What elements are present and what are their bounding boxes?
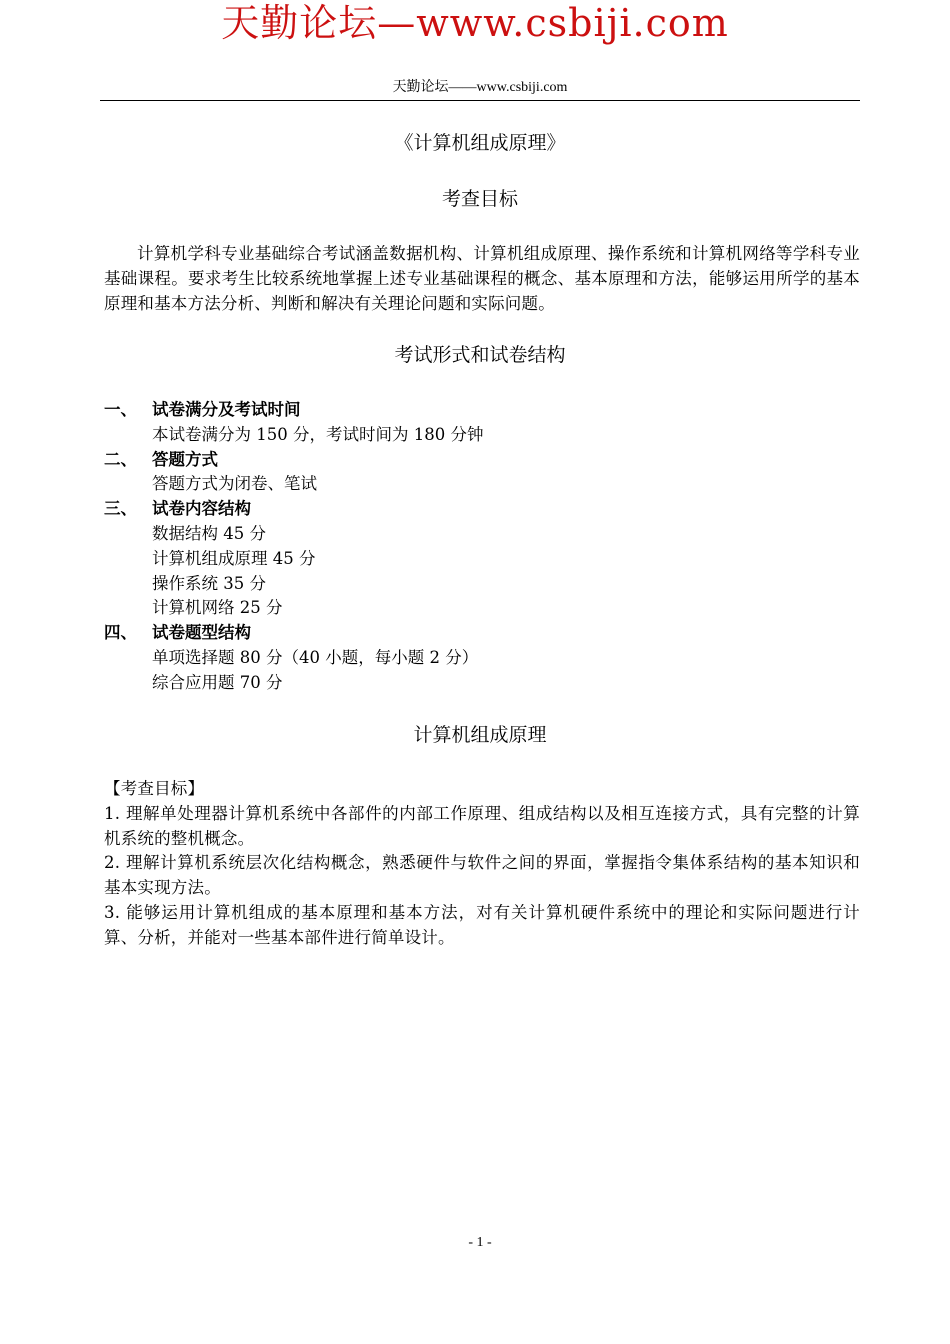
section-item: 计算机组成原理 45 分 <box>152 548 316 568</box>
site-banner: 天勤论坛—www.csbiji.com <box>221 1 729 45</box>
section-heading <box>104 621 860 646</box>
objective-item: 1. 理解单处理器计算机系统中各部件的内部工作原理、组成结构以及相互连接方式，具有完整的计算机系统的整机概念。 <box>104 803 860 848</box>
section-title: 试卷题型结构 <box>152 623 251 643</box>
section-heading <box>104 497 860 522</box>
course-heading: 计算机组成原理 <box>413 724 547 746</box>
running-header: 天勤论坛——www.csbiji.com <box>392 80 568 95</box>
section-number: 二、 <box>104 449 137 469</box>
section-title: 试卷满分及考试时间 <box>152 400 301 419</box>
objective-item: 3. 能够运用计算机组成的基本原理和基本方法，对有关计算机硬件系统中的理论和实际问题进行计算、分析，并能对一些基本部件进行简单设计。 <box>104 902 860 947</box>
objectives-label: 【考查目标】 <box>104 779 205 798</box>
section-item: 操作系统 35 分 <box>152 573 266 593</box>
objective-item: 2. 理解计算机系统层次化结构概念，熟悉硬件与软件之间的界面，掌握指令集体系结构的基本知识和基本实现方法。 <box>104 853 860 898</box>
goal-heading: 考查目标 <box>441 188 518 210</box>
section-title: 答题方式 <box>152 449 218 469</box>
book-title: 《计算机组成原理》 <box>394 132 566 154</box>
section-item: 单项选择题 80 分（40 小题，每小题 2 分） <box>152 647 479 667</box>
section-item: 本试卷满分为 150 分，考试时间为 180 分钟 <box>152 424 484 444</box>
exam-structure-outline <box>104 398 860 696</box>
section-heading <box>104 448 860 473</box>
section-heading <box>104 398 860 423</box>
page-number: - 1 - <box>468 1235 492 1250</box>
section-item: 计算机网络 25 分 <box>152 598 283 618</box>
objectives-block <box>104 777 860 951</box>
section-item: 综合应用题 70 分 <box>152 672 283 692</box>
section-number: 一、 <box>104 400 137 419</box>
section-item: 数据结构 45 分 <box>152 523 266 543</box>
intro-paragraph: 计算机学科专业基础综合考试涵盖数据机构、计算机组成原理、操作系统和计算机网络等学科专业基础课程。要求考生比较系统地掌握上述专业基础课程的概念、基本原理和方法，能够运用所学的基本原理和基本方法分析、判断和解决有关理论问题和实际问题。 <box>104 244 860 313</box>
exam-form-heading: 考试形式和试卷结构 <box>394 344 566 366</box>
header-rule <box>100 100 860 101</box>
section-number: 四、 <box>104 623 137 643</box>
section-title: 试卷内容结构 <box>152 499 251 519</box>
section-item: 答题方式为闭卷、笔试 <box>152 474 317 494</box>
section-number: 三、 <box>104 499 137 519</box>
